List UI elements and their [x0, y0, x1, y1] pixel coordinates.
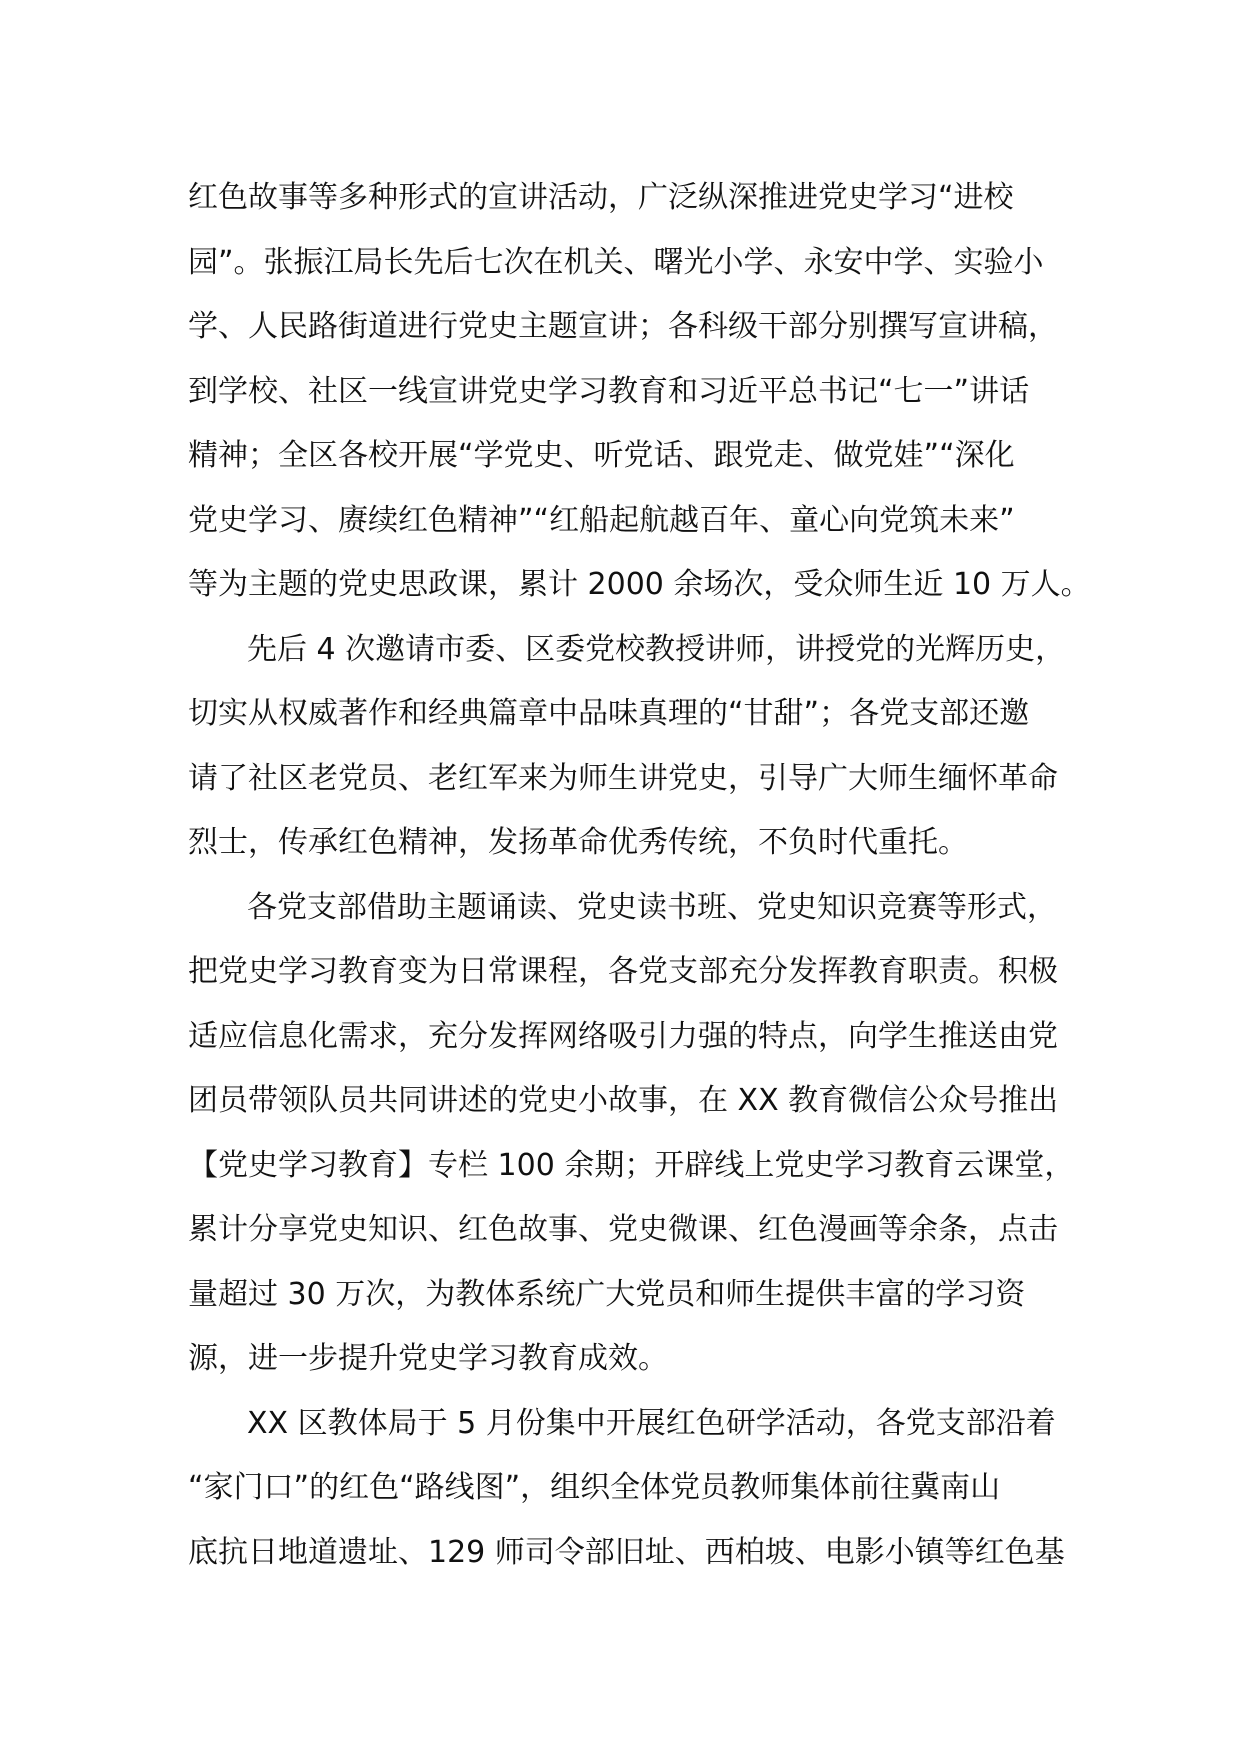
text-line: 到学校、社区一线宣讲党史学习教育和习近平总书记“七一”讲话: [188, 373, 1030, 409]
text-line: 底抗日地道遗址、129 师司令部旧址、西柏坡、电影小镇等红色基: [188, 1534, 1065, 1570]
text-line: 团员带领队员共同讲述的党史小故事，在 XX 教育微信公众号推出: [188, 1083, 1059, 1118]
text-line: 【党史学习教育】专栏 100 余期；开辟线上党史学习教育云课堂，: [188, 1147, 1075, 1183]
text-line: 累计分享党史知识、红色故事、党史微课、红色漫画等余条，点击: [188, 1212, 1058, 1247]
text-line: 学、人民路街道进行党史主题宣讲；各科级干部分别撰写宣讲稿，: [188, 309, 1058, 344]
text-line: 红色故事等多种形式的宣讲活动，广泛纵深推进党史学习“进校: [188, 180, 1014, 215]
text-line: “家门口”的红色“路线图”，组织全体党员教师集体前往冀南山: [188, 1470, 1001, 1505]
document-body: [188, 166, 1091, 1585]
paragraph-3: [188, 876, 1075, 1392]
text-line: 精神；全区各校开展“学党史、听党话、跟党走、做党娃”“深化: [188, 438, 1015, 473]
text-line: XX 区教体局于 5 月份集中开展红色研学活动，各党支部沿着: [247, 1405, 1056, 1441]
text-line: 烈士，传承红色精神，发扬革命优秀传统，不负时代重托。: [188, 825, 968, 860]
text-line: 园”。张振江局长先后七次在机关、曙光小学、永安中学、实验小: [188, 244, 1044, 280]
text-line: 各党支部借助主题诵读、党史读书班、党史知识竞赛等形式，: [247, 889, 1057, 925]
text-line: 适应信息化需求，充分发挥网络吸引力强的特点，向学生推送由党: [188, 1018, 1058, 1054]
text-line: 切实从权威著作和经典篇章中品味真理的“甘甜”；各党支部还邀: [188, 696, 1030, 731]
text-line: 把党史学习教育变为日常课程，各党支部充分发挥教育职责。积极: [188, 954, 1058, 989]
paragraph-4: [188, 1392, 1065, 1586]
text-line: 源，进一步提升党史学习教育成效。: [188, 1341, 668, 1376]
text-line: 请了社区老党员、老红军来为师生讲党史，引导广大师生缅怀革命: [188, 760, 1058, 796]
text-line: 量超过 30 万次，为教体系统广大党员和师生提供丰富的学习资: [188, 1276, 1026, 1312]
text-line: 等为主题的党史思政课，累计 2000 余场次，受众师生近 10 万人。: [188, 567, 1091, 602]
text-line: 先后 4 次邀请市委、区委党校教授讲师，讲授党的光辉历史，: [247, 631, 1066, 667]
text-line: 党史学习、赓续红色精神”“红船起航越百年、童心向党筑未来”: [188, 502, 1015, 538]
paragraph-1: [188, 166, 1091, 618]
paragraph-2: [188, 618, 1066, 876]
